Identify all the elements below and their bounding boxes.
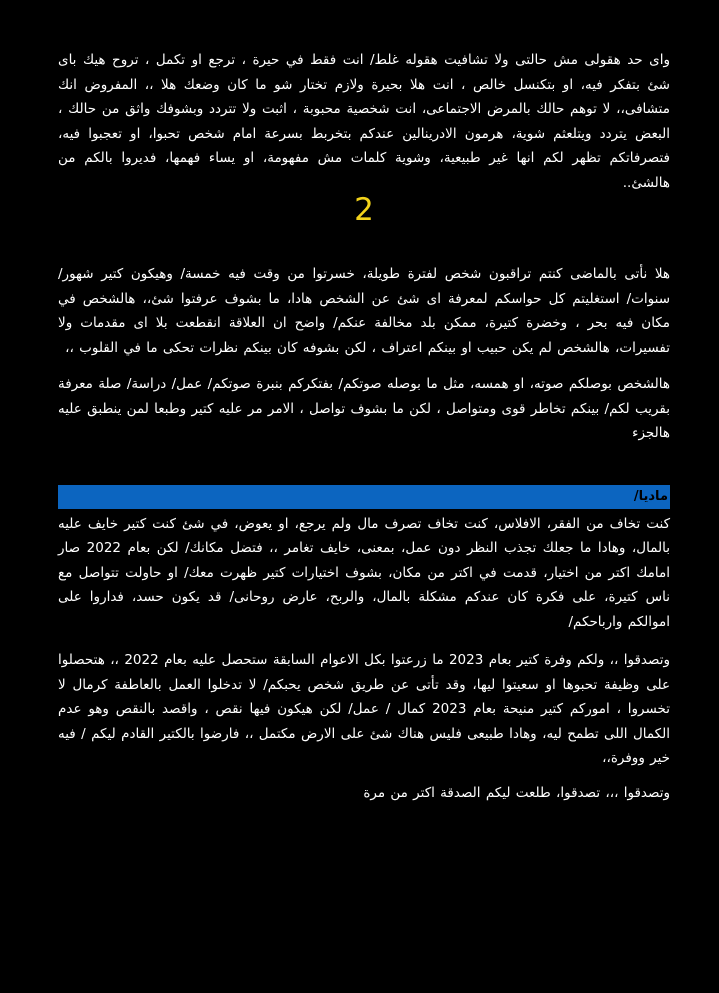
section-header-bar bbox=[58, 485, 670, 509]
paragraph-charity: وتصدقوا ،،، تصدقوا، طلعت ليكم الصدقة اكتر من مرة bbox=[363, 784, 670, 801]
document-page bbox=[58, 48, 670, 805]
paragraph-confusion: واى حد هقولى مش حالتى ولا تشافيت هقوله غلط/ انت فقط في حيرة ، ترجع او تكمل ، تروح هيك باى شئ بتفكر فيه، او بتكنسل خالص ، انت هلا بحيرة ولازم تختار شو ما كان وضعك هلا ،، المفروض انك متشافى،، لا توهم حالك بالمرض الاجتماعى، انت شخصية محبوبة ، اثبت ولا تتردد وبشوفك واثق من حالك ، البعض يتردد ويتلعثم شوية، هرمون الادرينالين عندكم بتخربط بسرعة امام شخص تحبوا، او تعجبوا فيه، فتصرفاتكم تظهر لكم انها غير طبيعية، وشوية كلمات مش مفهومة، او يساء فهمها، فديروا بالكم من هالشئ.. bbox=[58, 52, 670, 191]
page-number: 2 bbox=[354, 192, 374, 228]
paragraph-abundance: وتصدقوا ،، ولكم وفرة كتير بعام 2023 ما زرعتوا بكل الاعوام السابقة ستحصل عليه بعام 2022 ،، هتحصلوا على وظيفة تحبوها او سعيتوا ليها، وقد تأتى عن طريق شخص يحبكم/ لا تدخلوا العمل بالعاطفة كرمال لا تخسروا ، اموركم كتير منيحة بعام 2023 كمال / عمل/ لكن هيكون فيها نقص ، واقصد بالنقص وهو عدم الكمال اللى تطمح ليه، وهادا طبيعى فليس هناك شئ على الارض مكتمل ،، فارضوا بالكتير القادم ليكم / فيه خير ووفرة،، bbox=[58, 652, 670, 766]
paragraph-money-fear: كنت تخاف من الفقر، الافلاس، كنت تخاف تصرف مال ولم يرجع، او يعوض، في شئ كنت كتير خايف عليه بالمال، وهادا ما جعلك تجذب النظر دون عمل، بمعنى، خايف تغامر ،، فتضل مكانك/ لكن بعام 2022 صار امامك اكتر من اختيار، قدمت في اكتر من مكان، بشوف اختيارات كتير ظهرت معك/ او حاولت تتواصل مع ناس كتيرة، على فكرة كان عندكم مشكلة بالمال، والربح، عارض روحانى/ قد يكون حسد، فداروا على اموالكم وارباحكم/ bbox=[58, 515, 670, 630]
paragraph-past-person: هلا نأتى بالماضى كنتم تراقبون شخص لفترة طويلة، خسرتوا من وقت فيه خمسة/ وهيكون كتير شهور/ سنوات/ استغليتم كل حواسكم لمعرفة اى شئ عن الشخص هادا، ما بشوف عرفتوا شئ،، هالشخص في مكان فيه بحر ، وخضرة كتيرة، ممكن بلد مخالفة عنكم/ واضح ان العلاقة انقطعت بلا اى مقدمات ولا تفسيرات، هالشخص لم يكن حبيب او بينكم اعتراف ، لكن بشوفه كان بينكم نظرات تحكى ما في القلوب ،، bbox=[58, 266, 670, 356]
section-title: ماديا/ bbox=[633, 488, 668, 504]
paragraph-telepathy: هالشخص بوصلكم صوته، او همسه، مثل ما بوصله صوتكم/ بفتكركم بنبرة صوتكم/ عمل/ دراسة/ صلة معرفة بقريب لكم/ بينكم تخاطر قوى ومتواصل ، لكن ما بشوف تواصل ، الامر مر عليه كتير وطبعا لمن ينطبق عليه هالجزء bbox=[58, 376, 670, 441]
